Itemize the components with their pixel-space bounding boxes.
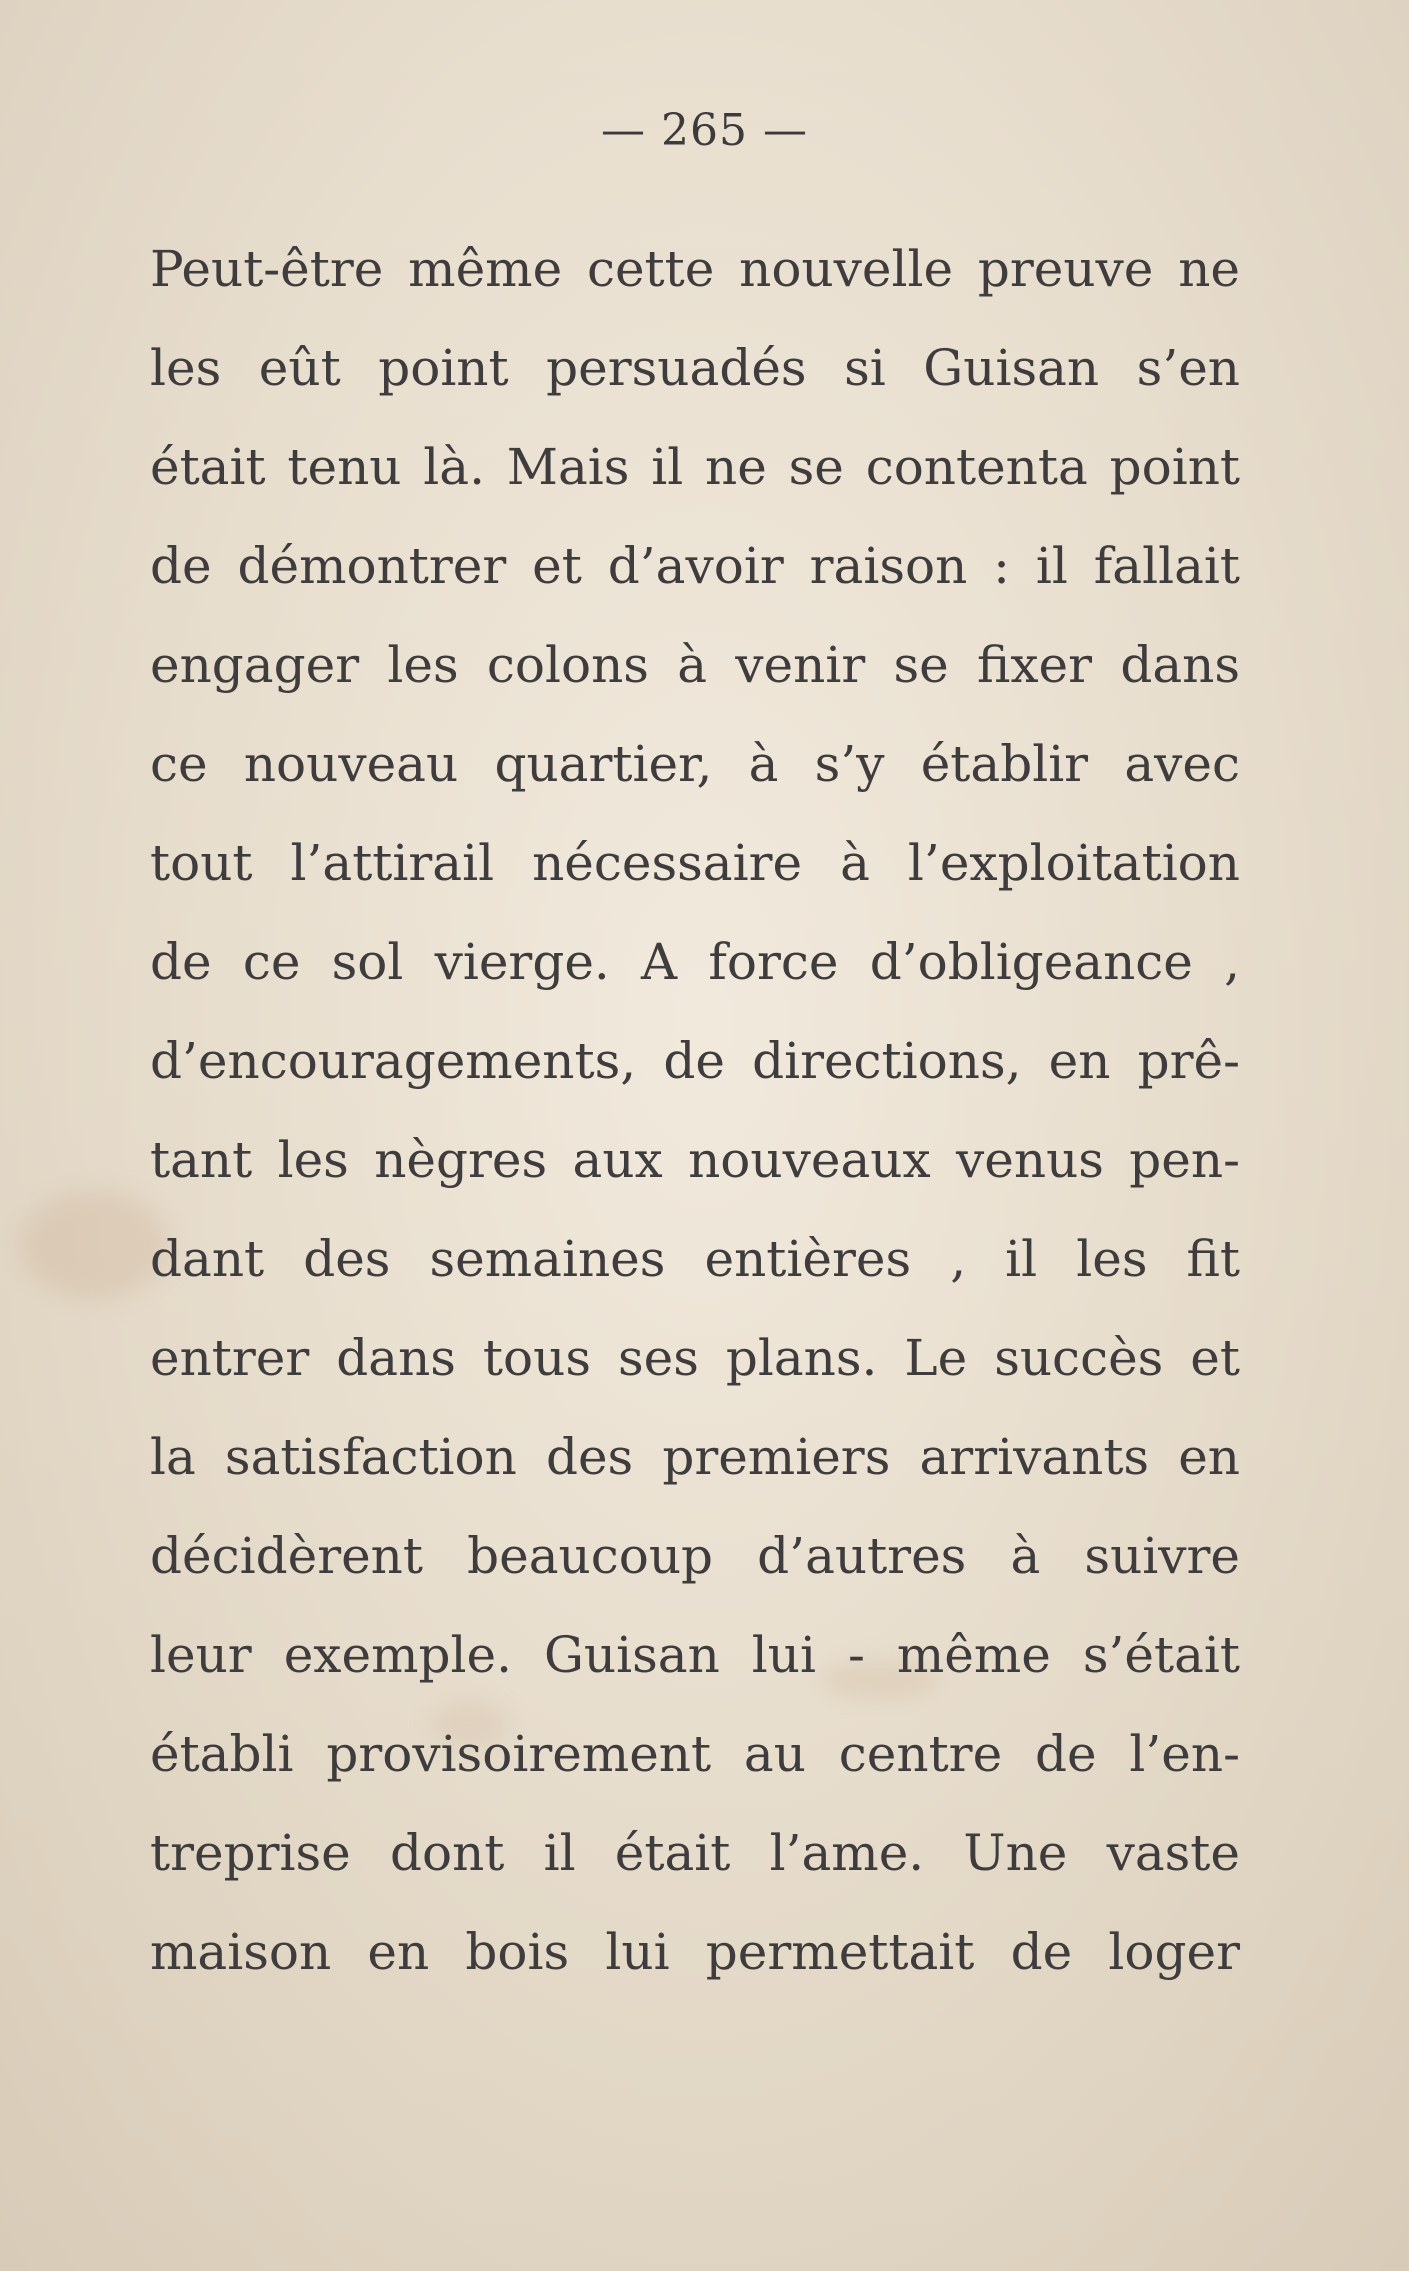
- text-line: tout l’attirail nécessaire à l’exploitation: [150, 834, 1240, 892]
- text-line: de démontrer et d’avoir raison : il fallait: [150, 537, 1240, 595]
- text-line: maison en bois lui permettait de loger: [150, 1923, 1240, 1981]
- text-line: leur exemple. Guisan lui - même s’était: [150, 1626, 1240, 1684]
- text-line: de ce sol vierge. A force d’obligeance ,: [150, 933, 1240, 991]
- text-line: était tenu là. Mais il ne se contenta point: [150, 438, 1240, 496]
- text-line: établi provisoirement au centre de l’en-: [150, 1725, 1240, 1783]
- text-line: Peut-être même cette nouvelle preuve ne: [150, 240, 1240, 298]
- text-line: la satisfaction des premiers arrivants en: [150, 1428, 1240, 1486]
- page-number: — 265 —: [601, 105, 808, 156]
- text-line: entrer dans tous ses plans. Le succès et: [150, 1329, 1240, 1387]
- text-line: tant les nègres aux nouveaux venus pen-: [150, 1131, 1240, 1189]
- paper-stain: [20, 1190, 170, 1300]
- text-line: d’encouragements, de directions, en prê-: [150, 1032, 1240, 1090]
- text-line: engager les colons à venir se fixer dans: [150, 636, 1240, 694]
- text-line: dant des semaines entières , il les fit: [150, 1230, 1240, 1288]
- text-line: ce nouveau quartier, à s’y établir avec: [150, 735, 1240, 793]
- text-line: treprise dont il était l’ame. Une vaste: [150, 1824, 1240, 1882]
- body-text: [150, 220, 1240, 2002]
- text-line: les eût point persuadés si Guisan s’en: [150, 339, 1240, 397]
- text-line: décidèrent beaucoup d’autres à suivre: [150, 1527, 1240, 1585]
